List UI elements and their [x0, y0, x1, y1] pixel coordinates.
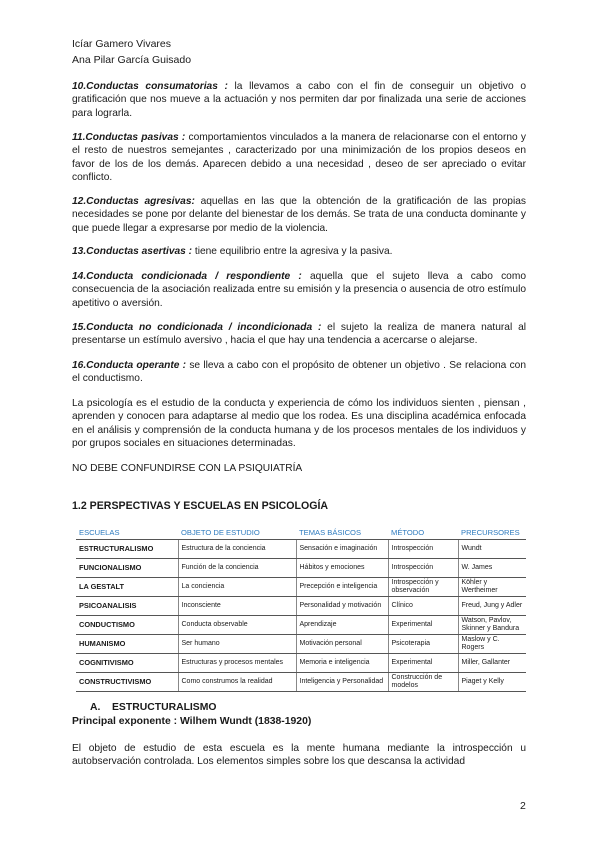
- table-cell: Inconsciente: [178, 597, 296, 616]
- item-conductas-consumatorias: [72, 80, 526, 120]
- table-cell: Sensación e imaginación: [296, 540, 388, 559]
- table-cell: Estructuras y procesos mentales: [178, 654, 296, 673]
- table-cell: Inteligencia y Personalidad: [296, 673, 388, 692]
- table-cell: Psicoterapia: [388, 635, 458, 654]
- table-row: [76, 654, 526, 673]
- subsection-title: ESTRUCTURALISMO: [112, 702, 217, 713]
- item-conductas-pasivas: [72, 131, 526, 185]
- school-name: COGNITIVISMO: [76, 654, 178, 673]
- item-term: 13.Conductas asertivas :: [72, 246, 193, 257]
- page-number: 2: [520, 800, 526, 812]
- table-cell: Introspección: [388, 559, 458, 578]
- table-cell: Köhler y Wertheimer: [458, 578, 526, 597]
- item-text: aquellas en las que la obtención de la gratificación de las propias necesidades se pone por delante del bienestar de los demás. Se trata de una conducta dominante y que puede llegar a expresarse por medio de la violencia.: [72, 196, 526, 234]
- table-cell: Memoria e inteligencia: [296, 654, 388, 673]
- item-conducta-operante: [72, 359, 526, 386]
- table-cell: W. James: [458, 559, 526, 578]
- item-term: 16.Conducta operante :: [72, 360, 187, 371]
- item-text: tiene equilibrio entre la agresiva y la pasiva.: [192, 246, 393, 257]
- table-header-cell: TEMAS BÁSICOS: [296, 527, 388, 540]
- table-cell: Como construmos la realidad: [178, 673, 296, 692]
- item-conductas-asertivas: [72, 245, 526, 258]
- table-cell: La conciencia: [178, 578, 296, 597]
- table-cell: Construcción de modelos: [388, 673, 458, 692]
- school-name: LA GESTALT: [76, 578, 178, 597]
- item-text: aquella que el sujeto lleva a cabo como consecuencia de la asociación realizada entre su emisión y la presencia o ausencia de otro estímulo apetitivo o aversión.: [72, 271, 526, 309]
- table-cell: Maslow y C. Rogers: [458, 635, 526, 654]
- table-cell: Estructura de la conciencia: [178, 540, 296, 559]
- item-conducta-no-condicionada: [72, 321, 526, 348]
- principal-exponent: Principal exponente : Wilhem Wundt (1838-1920): [72, 716, 312, 727]
- table-row: [76, 540, 526, 559]
- school-name: HUMANISMO: [76, 635, 178, 654]
- table-header-row: [76, 527, 526, 540]
- table-cell: Motivación personal: [296, 635, 388, 654]
- item-term: 15.Conducta no condicionada / incondicionada :: [72, 322, 322, 333]
- table-cell: Piaget y Kelly: [458, 673, 526, 692]
- item-text: comportamientos vinculados a la manera de relacionarse con el entorno y el resto de nuestros semejantes , caracterizado por una minimización de los propios deseos en favor de los de los demás. Aparecen debido a una necesidad , deseo de ser apreciado o evitar conflicto.: [72, 132, 527, 184]
- subsection-letter: A.: [90, 702, 101, 713]
- page-header: [72, 36, 191, 68]
- table-cell: Personalidad y motivación: [296, 597, 388, 616]
- table-row: [76, 578, 526, 597]
- warning-note: NO DEBE CONFUNDIRSE CON LA PSIQUIATRÍA: [72, 463, 303, 474]
- table-cell: Hábitos y emociones: [296, 559, 388, 578]
- table-cell: Conducta observable: [178, 616, 296, 635]
- table-cell: Watson, Pavlov, Skinner y Bandura: [458, 616, 526, 635]
- table-cell: Función de la conciencia: [178, 559, 296, 578]
- item-term: 12.Conductas agresivas:: [72, 196, 195, 207]
- table-cell: Wundt: [458, 540, 526, 559]
- table-cell: Aprendizaje: [296, 616, 388, 635]
- table-header-cell: PRECURSORES: [458, 527, 526, 540]
- table-cell: Experimental: [388, 616, 458, 635]
- subsection-heading: [90, 702, 216, 713]
- table-cell: Introspección: [388, 540, 458, 559]
- school-name: FUNCIONALISMO: [76, 559, 178, 578]
- table-header-cell: MÉTODO: [388, 527, 458, 540]
- table-cell: Ser humano: [178, 635, 296, 654]
- item-conducta-condicionada: [72, 270, 526, 310]
- item-term: 14.Conducta condicionada / respondiente :: [72, 271, 302, 282]
- author-name-2: Ana Pilar García Guisado: [72, 54, 192, 66]
- item-conductas-agresivas: [72, 195, 526, 235]
- author-name-1: Icíar Gamero Vivares: [72, 38, 172, 50]
- school-name: CONDUCTISMO: [76, 616, 178, 635]
- school-name: CONSTRUCTIVISMO: [76, 673, 178, 692]
- item-text: el sujeto la realiza de manera natural al presentarse un estímulo aversivo , hacia el que hay una tendencia a acercarse o alejarse.: [72, 322, 526, 347]
- item-term: 11.Conductas pasivas :: [72, 132, 186, 143]
- item-term: 10.Conductas consumatorias :: [72, 81, 228, 92]
- table-row: [76, 673, 526, 692]
- schools-table: [76, 527, 526, 692]
- table-cell: Freud, Jung y Adler: [458, 597, 526, 616]
- definition-paragraph: La psicología es el estudio de la conducta y experiencia de cómo los individuos sienten , piensan , aprenden y conocen para adaptarse al medio que los rodea. Es una disciplina académica enfocada en el análisis y comprensión de la conducta humana y de los procesos mentales de los individuos y por grupos sociales en situaciones determinadas.: [72, 398, 526, 450]
- table-cell: Introspección y observación: [388, 578, 458, 597]
- table-row: [76, 616, 526, 635]
- item-text: se lleva a cabo con el propósito de obtener un objetivo . Se relaciona con el conductismo.: [72, 360, 526, 385]
- item-text: la llevamos a cabo con el fin de conseguir un objetivo o gratificación que nos mueve a la actuación y nos permiten dar por finalizada una serie de acciones para lograrla.: [72, 81, 526, 119]
- table-row: [76, 559, 526, 578]
- table-header-cell: ESCUELAS: [76, 527, 178, 540]
- table-row: [76, 597, 526, 616]
- school-name: PSICOANALISIS: [76, 597, 178, 616]
- table-row: [76, 635, 526, 654]
- school-name: ESTRUCTURALISMO: [76, 540, 178, 559]
- table-cell: Clínico: [388, 597, 458, 616]
- table-header-cell: OBJETO DE ESTUDIO: [178, 527, 296, 540]
- table-cell: Precepción e inteligencia: [296, 578, 388, 597]
- table-cell: Miller, Gallanter: [458, 654, 526, 673]
- structuralism-paragraph: El objeto de estudio de esta escuela es la mente humana mediante la introspección u autobservación controlada. Los elementos simples sobre los que descansa la actividad: [72, 743, 526, 768]
- section-title: 1.2 PERSPECTIVAS Y ESCUELAS EN PSICOLOGÍA: [72, 500, 329, 512]
- table-cell: Experimental: [388, 654, 458, 673]
